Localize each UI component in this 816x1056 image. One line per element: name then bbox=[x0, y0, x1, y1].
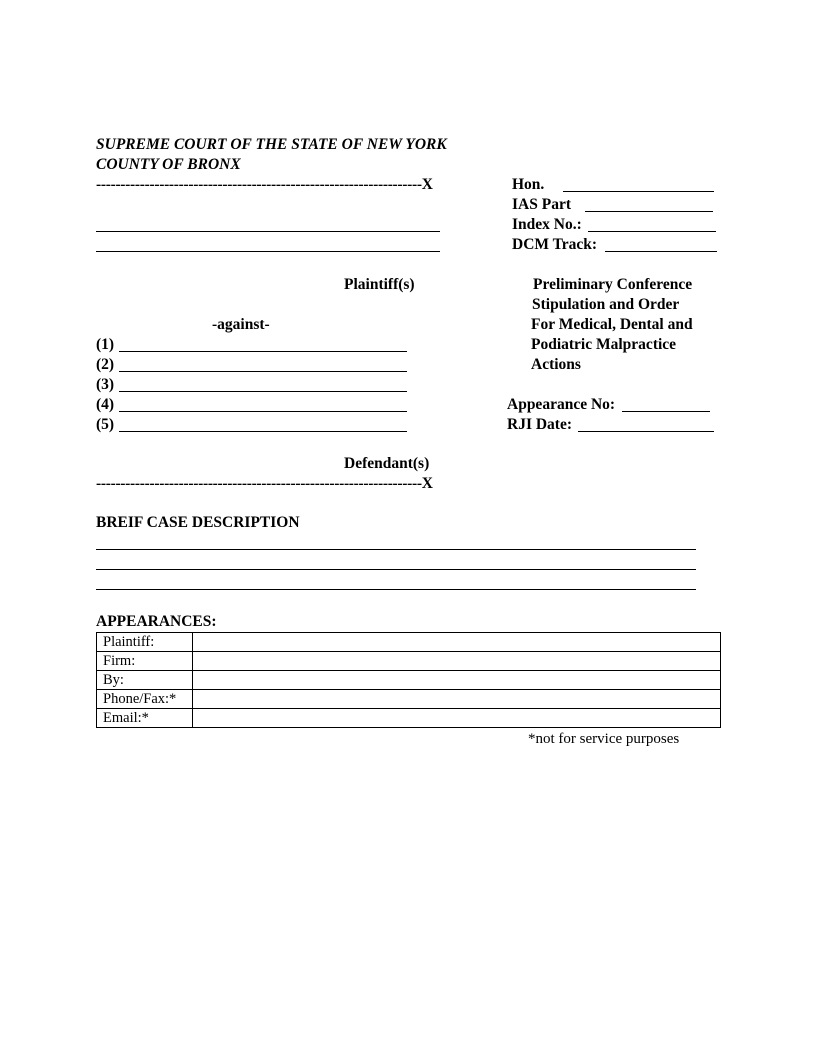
defendant-number-2: (2) bbox=[96, 356, 115, 373]
table-row bbox=[97, 633, 721, 652]
case-description-heading: BREIF CASE DESCRIPTION bbox=[96, 514, 300, 531]
county-name: COUNTY OF BRONX bbox=[96, 156, 241, 173]
appearances-table bbox=[96, 632, 721, 728]
case-description-blank-3[interactable] bbox=[96, 589, 696, 590]
defendant-name-blank-2[interactable] bbox=[119, 371, 407, 372]
rji-date-label: RJI Date: bbox=[507, 416, 572, 433]
dcm-track-label: DCM Track: bbox=[512, 236, 598, 253]
defendant-name-blank-5[interactable] bbox=[119, 431, 407, 432]
appearance-no-label: Appearance No: bbox=[507, 396, 616, 413]
caption-top-dash-line: -------------------------------------------------------------------X bbox=[96, 176, 433, 193]
defendant-number-1: (1) bbox=[96, 336, 115, 353]
email-value-cell[interactable] bbox=[193, 709, 721, 728]
by-label-cell: By: bbox=[97, 671, 193, 690]
against-label: -against- bbox=[212, 316, 270, 333]
defendant-name-blank-4[interactable] bbox=[119, 411, 407, 412]
table-row bbox=[97, 690, 721, 709]
doc-title-line-1: Preliminary Conference bbox=[533, 276, 693, 293]
case-description-blank-2[interactable] bbox=[96, 569, 696, 570]
hon-blank[interactable] bbox=[563, 191, 714, 192]
plaintiff-name-blank-1[interactable] bbox=[96, 231, 440, 232]
defendant-name-blank-3[interactable] bbox=[119, 391, 407, 392]
plaintiff-value-cell[interactable] bbox=[193, 633, 721, 652]
phone-fax-value-cell[interactable] bbox=[193, 690, 721, 709]
firm-value-cell[interactable] bbox=[193, 652, 721, 671]
appearance-no-blank[interactable] bbox=[622, 411, 710, 412]
defendant-number-4: (4) bbox=[96, 396, 115, 413]
table-row bbox=[97, 709, 721, 728]
ias-part-blank[interactable] bbox=[585, 211, 713, 212]
phone-fax-label-cell: Phone/Fax:* bbox=[97, 690, 193, 709]
rji-date-blank[interactable] bbox=[578, 431, 714, 432]
case-description-blank-1[interactable] bbox=[96, 549, 696, 550]
firm-label-cell: Firm: bbox=[97, 652, 193, 671]
defendant-number-3: (3) bbox=[96, 376, 115, 393]
caption-bottom-dash-line: -------------------------------------------------------------------X bbox=[96, 475, 433, 492]
defendants-label: Defendant(s) bbox=[344, 455, 430, 472]
index-no-blank[interactable] bbox=[588, 231, 716, 232]
ias-part-label: IAS Part bbox=[512, 196, 571, 213]
table-row bbox=[97, 652, 721, 671]
doc-title-line-5: Actions bbox=[531, 356, 581, 373]
by-value-cell[interactable] bbox=[193, 671, 721, 690]
plaintiff-label-cell: Plaintiff: bbox=[97, 633, 193, 652]
email-label-cell: Email:* bbox=[97, 709, 193, 728]
defendant-number-5: (5) bbox=[96, 416, 115, 433]
defendant-name-blank-1[interactable] bbox=[119, 351, 407, 352]
table-row bbox=[97, 671, 721, 690]
hon-label: Hon. bbox=[512, 176, 545, 193]
doc-title-line-2: Stipulation and Order bbox=[532, 296, 680, 313]
plaintiff-name-blank-2[interactable] bbox=[96, 251, 440, 252]
doc-title-line-3: For Medical, Dental and bbox=[531, 316, 693, 333]
court-name: SUPREME COURT OF THE STATE OF NEW YORK bbox=[96, 136, 447, 153]
plaintiffs-label: Plaintiff(s) bbox=[344, 276, 415, 293]
dcm-track-blank[interactable] bbox=[605, 251, 717, 252]
appearances-heading: APPEARANCES: bbox=[96, 613, 217, 630]
doc-title-line-4: Podiatric Malpractice bbox=[531, 336, 677, 353]
service-footnote: *not for service purposes bbox=[528, 731, 680, 747]
index-no-label: Index No.: bbox=[512, 216, 582, 233]
